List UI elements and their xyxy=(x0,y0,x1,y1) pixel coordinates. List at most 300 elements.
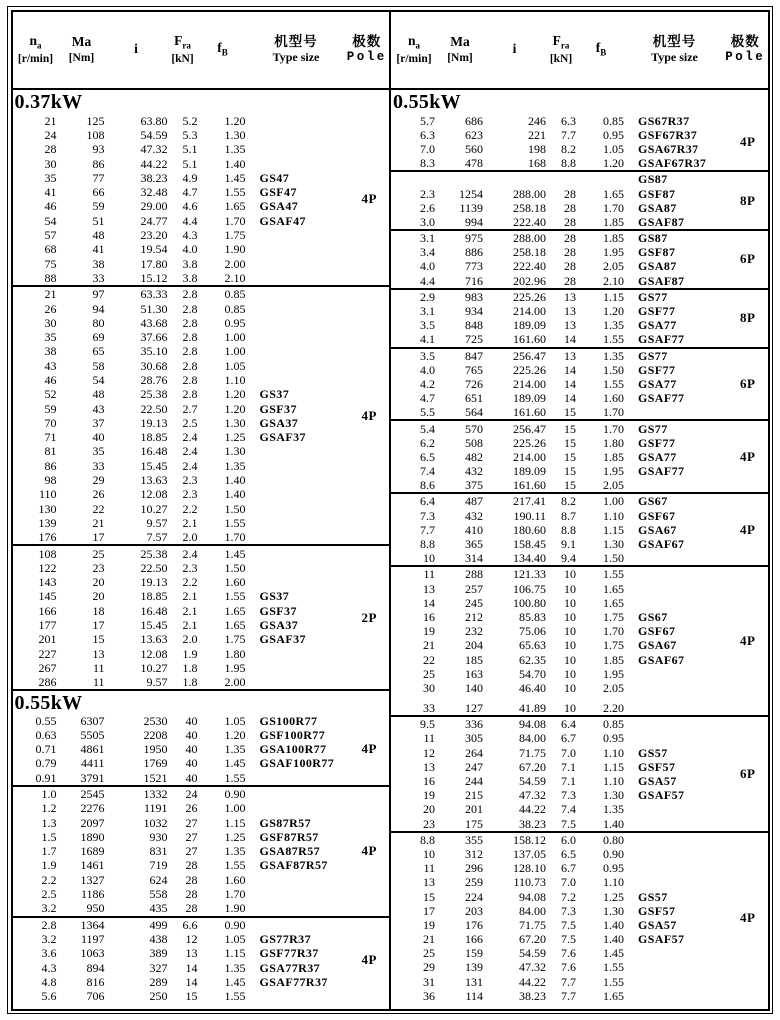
cell-fb: 1.30 xyxy=(603,537,624,552)
cell-na: 3.4 xyxy=(420,245,435,260)
cell-fb: 0.95 xyxy=(603,731,624,746)
cell-fb: 2.00 xyxy=(224,675,246,690)
cell-ma: 175 xyxy=(465,816,483,831)
cell-fb: 2.05 xyxy=(603,478,624,493)
cell-type: GS77 xyxy=(638,421,668,436)
table-row xyxy=(13,632,390,646)
cell-na: 1.2 xyxy=(41,801,57,816)
table-row xyxy=(13,742,390,756)
cell-fb: 1.35 xyxy=(224,142,246,157)
table-row xyxy=(13,530,390,544)
cell-i: 54.59 xyxy=(519,946,546,961)
cell-type: GSF57 xyxy=(638,903,676,918)
cell-na: 13 xyxy=(423,875,435,890)
rating-block xyxy=(391,288,768,347)
cell-i: 16.48 xyxy=(140,444,168,459)
cell-fra: 1.8 xyxy=(182,675,198,690)
cell-fra: 14 xyxy=(564,391,576,406)
table-row xyxy=(13,728,390,742)
cell-ma: 1186 xyxy=(80,887,105,902)
cell-fra: 2.3 xyxy=(182,473,198,488)
cell-na: 86 xyxy=(44,458,57,473)
cell-fra: 40 xyxy=(185,770,198,785)
cell-fb: 1.35 xyxy=(224,844,246,859)
cell-ma: 97 xyxy=(92,287,105,302)
cell-type: GSA37 xyxy=(259,415,299,430)
cell-fra: 3.8 xyxy=(182,256,198,271)
header-fra-unit: [kN] xyxy=(171,53,194,66)
header-type-zh: 机型号 xyxy=(274,34,318,50)
cell-ma: 159 xyxy=(465,946,483,961)
table-row xyxy=(391,186,768,200)
cell-type: GSF100R77 xyxy=(259,727,326,742)
cell-na: 15 xyxy=(423,889,435,904)
table-row xyxy=(13,344,390,358)
cell-ma: 215 xyxy=(465,788,483,803)
cell-type: GSF77 xyxy=(638,435,676,450)
cell-fra: 28 xyxy=(564,214,576,229)
cell-fb: 1.40 xyxy=(603,917,624,932)
cell-na: 4.0 xyxy=(420,362,435,377)
cell-fb: 1.90 xyxy=(224,901,246,916)
table-row xyxy=(13,918,390,932)
header-na-symbol xyxy=(29,34,41,51)
cell-i: 12.08 xyxy=(140,487,168,502)
header-fra-symbol xyxy=(174,34,191,51)
cell-ma: 1461 xyxy=(80,858,105,873)
cell-fb: 1.00 xyxy=(224,344,246,359)
cell-fra: 6.4 xyxy=(561,717,576,732)
cell-fb: 2.00 xyxy=(224,256,246,271)
header-ma-symbol xyxy=(72,35,92,49)
cell-type: GSAF67 xyxy=(638,537,685,552)
cell-ma: 259 xyxy=(465,875,483,890)
table-row xyxy=(391,847,768,861)
cell-fb: 1.15 xyxy=(224,815,246,830)
cell-na: 19 xyxy=(423,917,435,932)
cell-fra: 28 xyxy=(185,901,198,916)
cell-na: 1.0 xyxy=(41,787,57,801)
cell-fra: 12 xyxy=(185,931,198,946)
cell-ma: 296 xyxy=(465,861,483,876)
cell-fra: 2.8 xyxy=(182,287,198,302)
header-fb-subscript: B xyxy=(600,47,607,58)
table-row xyxy=(391,405,768,419)
cell-i: 190.11 xyxy=(513,508,546,523)
cell-fra: 13 xyxy=(564,289,576,304)
cell-i: 327 xyxy=(149,960,168,975)
cell-i: 222.40 xyxy=(513,214,546,229)
cell-i: 44.22 xyxy=(140,156,168,171)
cell-fb: 1.55 xyxy=(224,989,246,1004)
cell-na: 52 xyxy=(44,387,57,402)
rating-block xyxy=(13,713,390,784)
cell-na: 3.1 xyxy=(420,304,435,319)
cell-i: 47.32 xyxy=(140,142,168,157)
header-fra-symbol xyxy=(553,34,570,51)
cell-fb: 1.90 xyxy=(224,242,246,257)
cell-type: GS67 xyxy=(638,609,668,624)
table-row xyxy=(391,610,768,624)
cell-ma: 51 xyxy=(92,213,105,228)
cell-type: GSF87 xyxy=(638,245,676,260)
cell-i: 222.40 xyxy=(513,259,546,274)
table-row xyxy=(391,701,768,715)
cell-fra: 2.4 xyxy=(182,546,198,561)
table-row xyxy=(391,802,768,816)
cell-ma: 43 xyxy=(92,401,105,416)
cell-fb: 1.55 xyxy=(603,567,624,582)
cell-na: 8.8 xyxy=(420,537,435,552)
cell-fb: 0.90 xyxy=(603,846,624,861)
cell-na: 46 xyxy=(44,199,57,214)
cell-fb: 1.15 xyxy=(224,946,246,961)
cell-ma: 244 xyxy=(465,774,483,789)
cell-fra: 2.1 xyxy=(182,589,198,604)
cell-i: 84.00 xyxy=(519,731,546,746)
cell-ma: 3791 xyxy=(80,770,105,785)
cell-fb: 0.95 xyxy=(224,315,246,330)
cell-i: 84.00 xyxy=(519,903,546,918)
cell-type: GSA57 xyxy=(638,917,677,932)
cell-fra: 7.7 xyxy=(561,127,576,142)
rating-block xyxy=(13,544,390,689)
cell-fra: 5.2 xyxy=(182,113,198,128)
cell-fb: 1.10 xyxy=(224,372,246,387)
table-row xyxy=(13,444,390,458)
cell-fra: 10 xyxy=(564,595,576,610)
cell-na: 68 xyxy=(44,242,57,257)
table-row xyxy=(391,875,768,889)
cell-na: 19 xyxy=(423,788,435,803)
cell-fb: 1.30 xyxy=(224,444,246,459)
header-type-en: Type size xyxy=(651,50,698,65)
cell-type: GS57 xyxy=(638,889,668,904)
table-row xyxy=(13,604,390,618)
header-type xyxy=(248,35,345,64)
cell-ma: 17 xyxy=(92,530,105,545)
cell-ma: 706 xyxy=(86,989,105,1004)
cell-ma: 1327 xyxy=(80,872,105,887)
cell-fra: 2.0 xyxy=(182,632,198,647)
header-ma xyxy=(59,35,105,63)
cell-fb: 1.70 xyxy=(603,200,624,215)
cell-ma: 2545 xyxy=(80,787,105,801)
cell-fb: 1.30 xyxy=(603,788,624,803)
cell-type: GSAF67R37 xyxy=(638,156,707,171)
header-na-unit: [r/min] xyxy=(396,53,432,66)
cell-fra: 24 xyxy=(185,787,198,801)
cell-na: 3.2 xyxy=(41,901,57,916)
cell-i: 214.00 xyxy=(513,304,546,319)
cell-i: 46.40 xyxy=(519,680,546,695)
cell-ma: 35 xyxy=(92,444,105,459)
header-type-en: Type size xyxy=(272,50,320,65)
header-pole-zh: 极数 xyxy=(352,33,382,49)
cell-type: GSA77R37 xyxy=(259,960,321,975)
cell-ma: 4861 xyxy=(80,742,105,757)
cell-na: 3.6 xyxy=(41,946,57,961)
cell-fb: 1.05 xyxy=(224,713,246,728)
cell-na: 8.8 xyxy=(420,832,435,847)
section-title: 0.37kW xyxy=(14,90,83,113)
cell-na: 110 xyxy=(38,487,57,502)
cell-ma: 765 xyxy=(465,362,483,377)
cell-type: GSF87R57 xyxy=(259,829,319,844)
cell-na: 28 xyxy=(44,142,57,157)
cell-i: 189.09 xyxy=(513,391,546,406)
cell-fra: 7.5 xyxy=(561,816,576,831)
cell-ma: 487 xyxy=(465,494,483,509)
cell-fb: 1.60 xyxy=(603,391,624,406)
cell-i: 161.60 xyxy=(513,478,546,493)
pole-label: 6P xyxy=(740,765,756,781)
cell-ma: 508 xyxy=(465,435,483,450)
cell-na: 2.6 xyxy=(420,200,435,215)
table-row xyxy=(13,416,390,430)
cell-fb: 1.75 xyxy=(603,638,624,653)
cell-type: GS77 xyxy=(638,348,668,363)
cell-fb: 0.95 xyxy=(603,861,624,876)
cell-fra: 7.3 xyxy=(561,788,576,803)
cell-fb: 1.55 xyxy=(224,589,246,604)
table-row xyxy=(13,646,390,660)
rating-block xyxy=(391,565,768,715)
cell-na: 75 xyxy=(44,256,57,271)
cell-na: 4.7 xyxy=(420,391,435,406)
cell-na: 1.7 xyxy=(41,844,57,859)
cell-fra: 15 xyxy=(564,449,576,464)
cell-na: 41 xyxy=(44,185,57,200)
table-row xyxy=(13,185,390,199)
cell-i: 1032 xyxy=(143,815,168,830)
cell-na: 6.2 xyxy=(420,435,435,450)
cell-ma: 716 xyxy=(465,273,483,288)
cell-na: 35 xyxy=(44,330,57,345)
table-row xyxy=(13,271,390,285)
cell-na: 54 xyxy=(44,213,57,228)
table-row xyxy=(391,681,768,695)
cell-ma: 950 xyxy=(86,901,105,916)
cell-na: 139 xyxy=(38,515,57,530)
cell-fra: 8.7 xyxy=(561,508,576,523)
cell-fra: 10 xyxy=(564,624,576,639)
cell-na: 31 xyxy=(423,974,435,989)
cell-ma: 176 xyxy=(465,917,483,932)
cell-i: 75.06 xyxy=(519,624,546,639)
rating-block xyxy=(391,831,768,1003)
cell-i: 65.63 xyxy=(519,638,546,653)
pole-label: 4P xyxy=(361,741,377,757)
cell-i: 624 xyxy=(149,872,168,887)
cell-type: GS77 xyxy=(638,289,668,304)
cell-fra: 4.7 xyxy=(182,185,198,200)
cell-fra: 40 xyxy=(185,742,198,757)
cell-type: GSAF87R57 xyxy=(259,858,328,873)
cell-na: 30 xyxy=(44,315,57,330)
cell-ma: 131 xyxy=(465,974,483,989)
cell-na: 25 xyxy=(423,666,435,681)
cell-fb: 1.65 xyxy=(603,595,624,610)
cell-fb: 1.20 xyxy=(603,304,624,319)
cell-i: 1950 xyxy=(143,742,168,757)
cell-fra: 10 xyxy=(564,567,576,582)
table-row xyxy=(13,473,390,487)
cell-fb: 1.45 xyxy=(603,946,624,961)
cell-ma: 478 xyxy=(465,156,483,171)
cell-type: GSA77 xyxy=(638,376,677,391)
cell-fb: 1.35 xyxy=(224,960,246,975)
cell-na: 201 xyxy=(38,632,57,647)
cell-fb: 1.15 xyxy=(603,522,624,537)
cell-na: 21 xyxy=(44,287,57,302)
cell-ma: 86 xyxy=(92,156,105,171)
cell-fra: 4.0 xyxy=(182,242,198,257)
cell-fb: 1.40 xyxy=(603,932,624,947)
table-row xyxy=(13,128,390,142)
cell-fra: 2.2 xyxy=(182,575,198,590)
cell-fb: 1.25 xyxy=(224,829,246,844)
cell-ma: 570 xyxy=(465,421,483,436)
cell-fb: 1.55 xyxy=(224,858,246,873)
cell-fb: 1.55 xyxy=(603,376,624,391)
cell-type: GSAF37 xyxy=(259,632,306,647)
cell-ma: 23 xyxy=(92,560,105,575)
cell-fra: 7.4 xyxy=(561,802,576,817)
cell-i: 38.23 xyxy=(140,170,168,185)
cell-i: 256.47 xyxy=(513,421,546,436)
cell-type: GS87R57 xyxy=(259,815,311,830)
cell-ma: 25 xyxy=(92,546,105,561)
cell-fb: 1.30 xyxy=(603,903,624,918)
cell-fb: 1.10 xyxy=(603,508,624,523)
table-row xyxy=(13,199,390,213)
cell-fb: 0.80 xyxy=(603,832,624,847)
cell-fra: 7.5 xyxy=(561,917,576,932)
cell-ma: 127 xyxy=(465,701,483,716)
table-row xyxy=(391,567,768,581)
cell-i: 12.08 xyxy=(140,646,168,661)
table-row xyxy=(13,873,390,887)
cell-i: 438 xyxy=(149,931,168,946)
cell-i: 134.40 xyxy=(513,551,546,566)
table-row xyxy=(391,363,768,377)
table-row xyxy=(13,661,390,675)
cell-i: 100.80 xyxy=(513,595,546,610)
cell-i: 37.66 xyxy=(140,330,168,345)
cell-fb: 1.35 xyxy=(224,742,246,757)
cell-i: 43.68 xyxy=(140,315,168,330)
cell-na: 1.5 xyxy=(41,829,57,844)
cell-fra: 5.1 xyxy=(182,142,198,157)
cell-i: 1769 xyxy=(143,756,168,771)
cell-i: 128.10 xyxy=(513,861,546,876)
cell-na: 59 xyxy=(44,401,57,416)
cell-fra: 14 xyxy=(564,376,576,391)
cell-na: 5.7 xyxy=(420,113,435,128)
cell-type: GSF77R37 xyxy=(259,946,319,961)
cell-i: 15.12 xyxy=(140,270,168,285)
cell-na: 35 xyxy=(44,170,57,185)
cell-fra: 7.1 xyxy=(561,774,576,789)
cell-i: 15.45 xyxy=(140,618,168,633)
rating-block xyxy=(391,715,768,831)
table-row xyxy=(391,731,768,745)
rating-block xyxy=(13,785,390,916)
table-row xyxy=(391,760,768,774)
header-pole-en: Pole xyxy=(725,50,766,65)
header-i xyxy=(483,42,546,56)
cell-type: GSF37 xyxy=(259,401,297,416)
cell-ma: 140 xyxy=(465,680,483,695)
cell-fra: 5.3 xyxy=(182,127,198,142)
cell-i: 38.23 xyxy=(519,816,546,831)
cell-na: 14 xyxy=(423,595,435,610)
cell-ma: 13 xyxy=(92,646,105,661)
cell-i: 23.20 xyxy=(140,228,168,243)
cell-fb: 1.85 xyxy=(603,231,624,246)
table-row xyxy=(391,975,768,989)
cell-fra: 2.4 xyxy=(182,458,198,473)
cell-fra: 2.1 xyxy=(182,618,198,633)
table-row xyxy=(391,172,768,186)
cell-ma: 2276 xyxy=(80,801,105,816)
cell-na: 5.6 xyxy=(41,989,57,1004)
cell-fb: 1.20 xyxy=(224,401,246,416)
table-row xyxy=(391,904,768,918)
cell-na: 7.4 xyxy=(420,464,435,479)
cell-i: 161.60 xyxy=(513,405,546,420)
header-type-zh: 机型号 xyxy=(652,34,697,50)
header-na-base: n xyxy=(407,32,416,48)
cell-fra: 15 xyxy=(564,405,576,420)
cell-i: 24.77 xyxy=(140,213,168,228)
cell-na: 2.9 xyxy=(420,289,435,304)
cell-i: 214.00 xyxy=(513,449,546,464)
table-row xyxy=(13,801,390,815)
cell-fra: 2.4 xyxy=(182,430,198,445)
cell-na: 16 xyxy=(423,774,435,789)
cell-ma: 934 xyxy=(465,304,483,319)
cell-i: 17.80 xyxy=(140,256,168,271)
cell-type: GSF67R37 xyxy=(638,127,698,142)
rating-block xyxy=(391,492,768,565)
cell-type: GSF37 xyxy=(259,603,297,618)
cell-na: 17 xyxy=(423,903,435,918)
cell-fb: 1.45 xyxy=(224,974,246,989)
cell-fra: 28 xyxy=(564,200,576,215)
cell-ma: 288 xyxy=(465,567,483,582)
cell-fra: 4.9 xyxy=(182,170,198,185)
cell-ma: 20 xyxy=(92,589,105,604)
cell-na: 0.91 xyxy=(35,770,57,785)
cell-fra: 7.7 xyxy=(561,974,576,989)
cell-na: 21 xyxy=(44,113,57,128)
cell-fra: 4.3 xyxy=(182,228,198,243)
left-table xyxy=(13,12,390,1009)
table-row xyxy=(391,638,768,652)
cell-na: 30 xyxy=(44,156,57,171)
cell-fb: 1.75 xyxy=(603,609,624,624)
table-row xyxy=(391,478,768,492)
cell-fb: 1.65 xyxy=(224,603,246,618)
cell-type: GS87 xyxy=(638,231,668,246)
cell-ma: 22 xyxy=(92,501,105,516)
cell-ma: 975 xyxy=(465,231,483,246)
cell-fb: 1.85 xyxy=(603,214,624,229)
right-table xyxy=(389,12,768,1009)
header-i-symbol xyxy=(134,42,138,56)
